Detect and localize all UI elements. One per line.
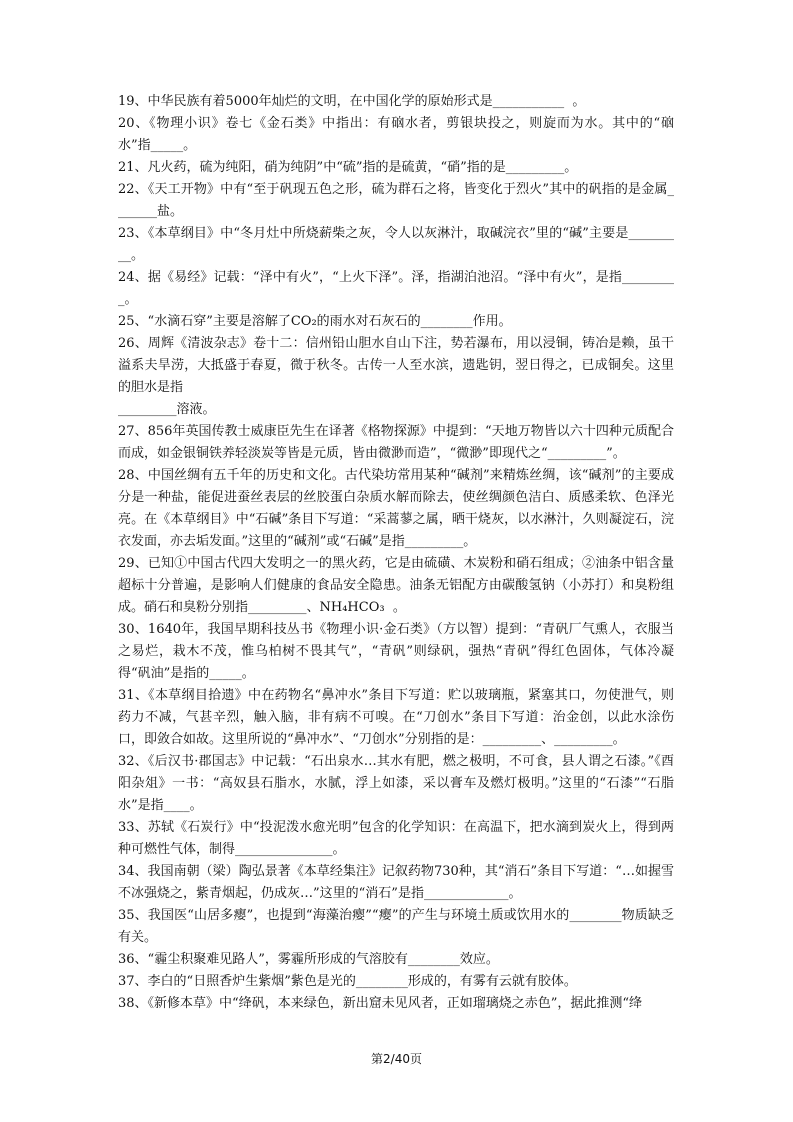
question-37: 37、李白的“日照香炉生紫烟”紫色是光的________形成的，有雾有云就有胶体。: [118, 974, 577, 989]
question-27: 27、856年英国传教士威康臣先生在译著《格物探源》中提到：“天地万物皆以六十四种元质配合而成，如金银铜铁养轻淡炭等皆是元质，皆由微渺而造”，“微渺”即现代之“_________”。: [118, 424, 674, 461]
question-35: 35、我国医“山居多瘿”，也提到“海藻治瘿”“瘿”的产生与环境土质或饮用水的________物质缺乏有关。: [118, 908, 674, 945]
question-38: 38、《新修本草》中“绛矾，本来绿色，新出窟未见风者，正如瑠璃烧之赤色”，据此推测“绛: [118, 996, 642, 1011]
question-31: 31、《本草纲目拾遗》中在药物名“鼻冲水”条目下写道：贮以玻璃瓶，紧塞其口，勿使泄气，则药力不减，气甚辛烈，触入脑，非有病不可嗅。在“刀创水”条目下写道：治金创，以此水涂伤口，即敛合如故。这里所说的“鼻冲水”、“刀创水”分别指的是：_________、_________。: [118, 688, 674, 747]
question-30: 30、1640年，我国早期科技丛书《物理小识·金石类》（方以智）提到：“青矾厂气熏人，衣服当之易烂，栽木不茂，惟乌柏树不畏其气”，“青矾”则绿矾，强热“青矾”得红色固体，气体冷凝得“矾油”是指的_____。: [118, 622, 674, 681]
question-22: 22、《天工开物》中有“至于矾现五色之形，硫为群石之将，皆变化于烈火”其中的矾指的是金属_______盐。: [118, 182, 674, 219]
question-28: 28、中国丝绸有五千年的历史和文化。古代染坊常用某种“碱剂”来精炼丝绸，该“碱剂”的主要成分是一种盐，能促进蚕丝表层的丝胶蛋白杂质水解而除去，使丝绸颜色洁白、质感柔软、色泽光亮。在《本草纲目》中“石碱”条目下写道：“采蒿蓼之属，晒干烧灰，以水淋汁，久则凝淀石，浣衣发面，亦去垢发面。”这里的“碱剂”或“石碱”是指_________。: [118, 468, 674, 549]
question-29: 29、已知①中国古代四大发明之一的黑火药，它是由硫磺、木炭粉和硝石组成；②油条中铝含量超标十分普遍，是影响人们健康的食品安全隐患。油条无铝配方由碳酸氢钠（小苏打）和臭粉组成。硝石和臭粉分别指_________、NH₄HCO₃ 。: [118, 556, 674, 615]
question-24: 24、据《易经》记载：“泽中有火”，“上火下泽”。泽，指湖泊池沼。“泽中有火”，是指_________。: [118, 270, 674, 307]
question-23: 23、《本草纲目》中“冬月灶中所烧薪柴之灰，令人以灰淋汁，取碱浣衣”里的“碱”主要是_________。: [118, 226, 674, 263]
question-25: 25、“水滴石穿”主要是溶解了CO₂的雨水对石灰石的________作用。: [118, 314, 512, 329]
question-20: 20、《物理小识》卷七《金石类》中指出：有硇水者，剪银块投之，则旋而为水。其中的“硇水”指_____。: [118, 116, 674, 153]
question-19: 19、中华民族有着5000年灿烂的文明，在中国化学的原始形式是___________ 。: [118, 94, 586, 109]
question-36: 36、“霾尘积聚难见路人”，雾霾所形成的气溶胶有________效应。: [118, 952, 499, 967]
page-number: 第2/40页: [371, 1052, 422, 1066]
question-26: 26、周辉《清波杂志》卷十二：信州铅山胆水自山下注，势若瀑布，用以浸铜，铸冶是赖，虽干溢系夫旱涝，大抵盛于春夏，微于秋冬。古传一人至水滨，遗匙钥，翌日得之，已成铜矣。这里的胆水是指 _________溶液。: [118, 336, 674, 417]
question-34: 34、我国南朝（梁）陶弘景著《本草经集注》记叙药物730种，其“消石”条目下写道：“…如握雪不冰强烧之，紫青烟起，仍成灰…”这里的“消石”是指_____________。: [118, 864, 674, 901]
question-21: 21、凡火药，硫为纯阳，硝为纯阴”中“硫”指的是硫黄，“硝”指的是_________。: [118, 160, 578, 175]
question-32: 32、《后汉书·郡国志》中记载：“石出泉水…其水有肥，燃之极明，不可食，县人谓之石漆。”《酉阳杂俎》一书：“高奴县石脂水，水腻，浮上如漆，采以膏车及燃灯极明。”这里的“石漆”“石脂水”是指____。: [118, 754, 674, 813]
question-33: 33、苏轼《石炭行》中“投泥泼水愈光明”包含的化学知识：在高温下，把水滴到炭火上，得到两种可燃性气体，制得_______________。: [118, 820, 674, 857]
document-body: [118, 91, 674, 1015]
